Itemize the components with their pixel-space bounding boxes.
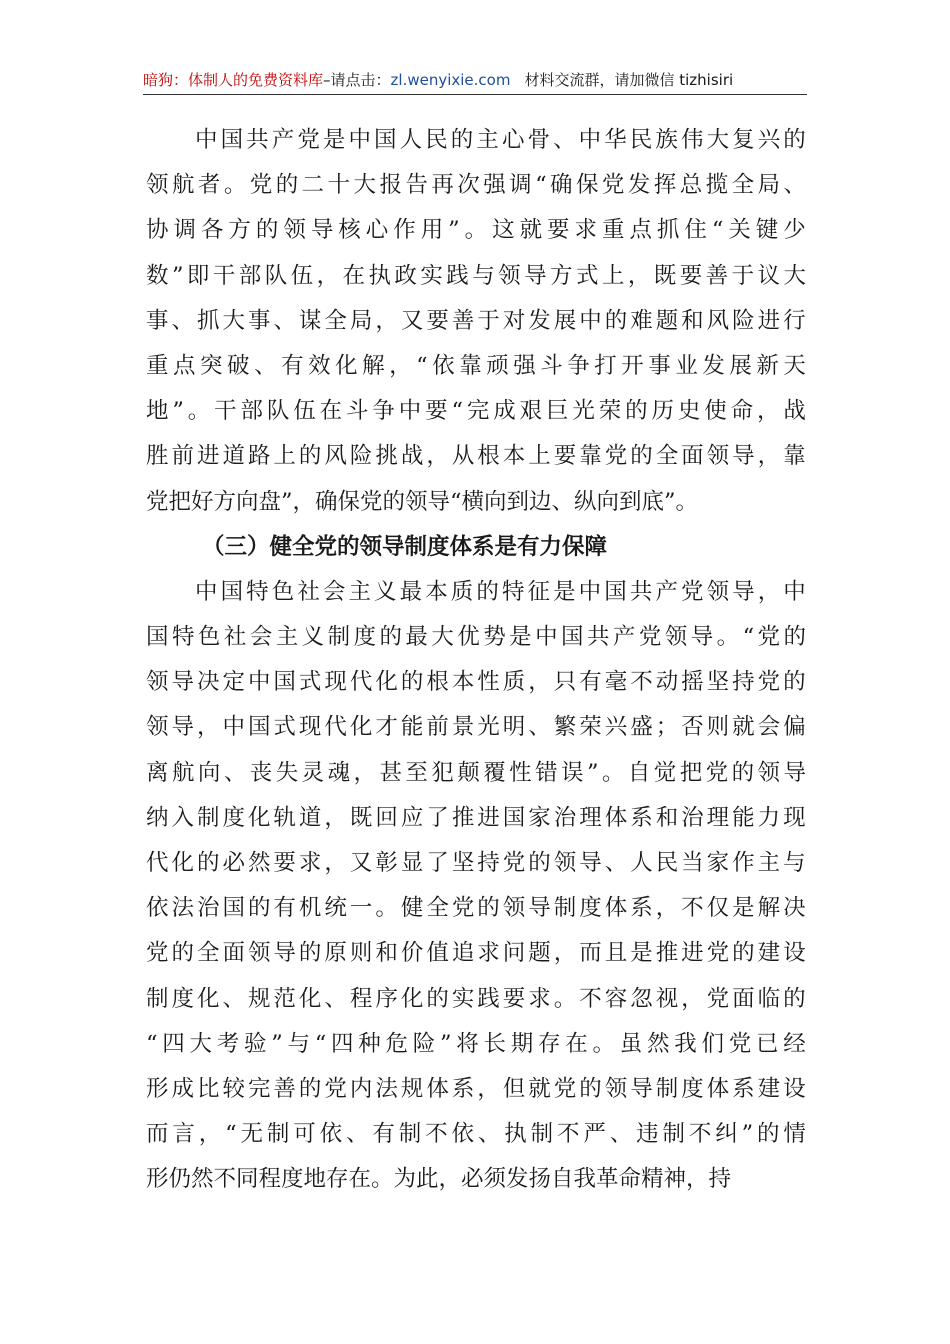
header-brand: 暗狗：体制人的免费资料库 — [143, 71, 324, 89]
header-wechat-note: 材料交流群，请加微信 tizhisiri — [524, 71, 734, 89]
text-line: 党把好方向盘”，确保党的领导“横向到边、纵向到底”。 — [146, 488, 699, 515]
header-click-prompt: –请点击： — [323, 71, 391, 89]
text-line: 领 航 者 。 党 的 二 十 大 报 告 再 次 强 调 “ 确 保 党 发 挥 总 揽 全 局 、 — [146, 172, 806, 199]
section-heading — [146, 525, 806, 570]
text-line: 中 国 特 色 社 会 主 义 最 本 质 的 特 征 是 中 国 共 产 党 领 导 ， 中 — [195, 578, 806, 605]
text-line: 制 度 化 、 规 范 化 、 程 序 化 的 实 践 要 求 。 不 容 忽 视 ， 党 面 临 的 — [146, 985, 806, 1012]
text-line: 离 航 向 、 丧 失 灵 魂 ， 甚 至 犯 颠 覆 性 错 误 ” 。 自 觉 把 党 的 领 导 — [146, 759, 806, 786]
text-line: 胜 前 进 道 路 上 的 风 险 挑 战 ， 从 根 本 上 要 靠 党 的 全 面 领 导 ， 靠 — [146, 443, 806, 470]
text-line: 协 调 各 方 的 领 导 核 心 作 用 ” 。 这 就 要 求 重 点 抓 住 “ 关 键 少 — [146, 217, 806, 244]
text-line: 地 ” 。 干 部 队 伍 在 斗 争 中 要 “ 完 成 艰 巨 光 荣 的 历 史 使 命 ， 战 — [146, 398, 806, 425]
text-line: 形仍然不同程度地存在。为此，必须发扬自我革命精神，持 — [146, 1166, 732, 1193]
text-line: 依 法 治 国 的 有 机 统 一 。 健 全 党 的 领 导 制 度 体 系 ， 不 仅 是 解 决 — [146, 895, 806, 922]
text-line: 形 成 比 较 完 善 的 党 内 法 规 体 系 ， 但 就 党 的 领 导 制 度 体 系 建 设 — [146, 1075, 806, 1102]
text-line: 国 特 色 社 会 主 义 制 度 的 最 大 优 势 是 中 国 共 产 党 领 导 。 “ 党 的 — [146, 624, 806, 651]
text-line: 而 言 ， “ 无 制 可 依 、 有 制 不 依 、 执 制 不 严 、 违 制 不 纠 ” 的 情 — [146, 1121, 806, 1148]
paragraph — [146, 118, 806, 525]
text-line: 事 、 抓 大 事 、 谋 全 局 ， 又 要 善 于 对 发 展 中 的 难 题 和 风 险 进 行 — [146, 307, 806, 334]
text-line: 纳 入 制 度 化 轨 道 ， 既 回 应 了 推 进 国 家 治 理 体 系 和 治 理 能 力 现 — [146, 804, 806, 831]
text-line: 领 导 决 定 中 国 式 现 代 化 的 根 本 性 质 ， 只 有 毫 不 动 摇 坚 持 党 的 — [146, 669, 806, 696]
text-line: “ 四 大 考 验 ” 与 “ 四 种 危 险 ” 将 长 期 存 在 。 虽 然 我 们 党 已 经 — [146, 1030, 806, 1057]
text-line: 党 的 全 面 领 导 的 原 则 和 价 值 追 求 问 题 ， 而 且 是 推 进 党 的 建 设 — [146, 940, 806, 967]
text-line: 领 导 ， 中 国 式 现 代 化 才 能 前 景 光 明 、 繁 荣 兴 盛 ； 否 则 就 会 偏 — [146, 714, 806, 741]
paragraph — [146, 570, 806, 1203]
text-line: 代 化 的 必 然 要 求 ， 又 彰 显 了 坚 持 党 的 领 导 、 人 民 当 家 作 主 与 — [146, 850, 806, 876]
document-body — [146, 118, 806, 1203]
text-line: 数 ” 即 干 部 队 伍 ， 在 执 政 实 践 与 领 导 方 式 上 ， 既 要 善 于 议 大 — [146, 262, 806, 289]
text-line: 重 点 突 破 、 有 效 化 解 ， “ 依 靠 顽 强 斗 争 打 开 事 业 发 展 新 天 — [146, 352, 806, 379]
text-line: 中 国 共 产 党 是 中 国 人 民 的 主 心 骨 、 中 华 民 族 伟 大 复 兴 的 — [195, 127, 806, 153]
heading-line: （三）健全党的领导制度体系是有力保障 — [202, 533, 608, 560]
page-header — [143, 66, 807, 95]
header-url-link[interactable]: zl.wenyixie.com — [390, 71, 511, 89]
